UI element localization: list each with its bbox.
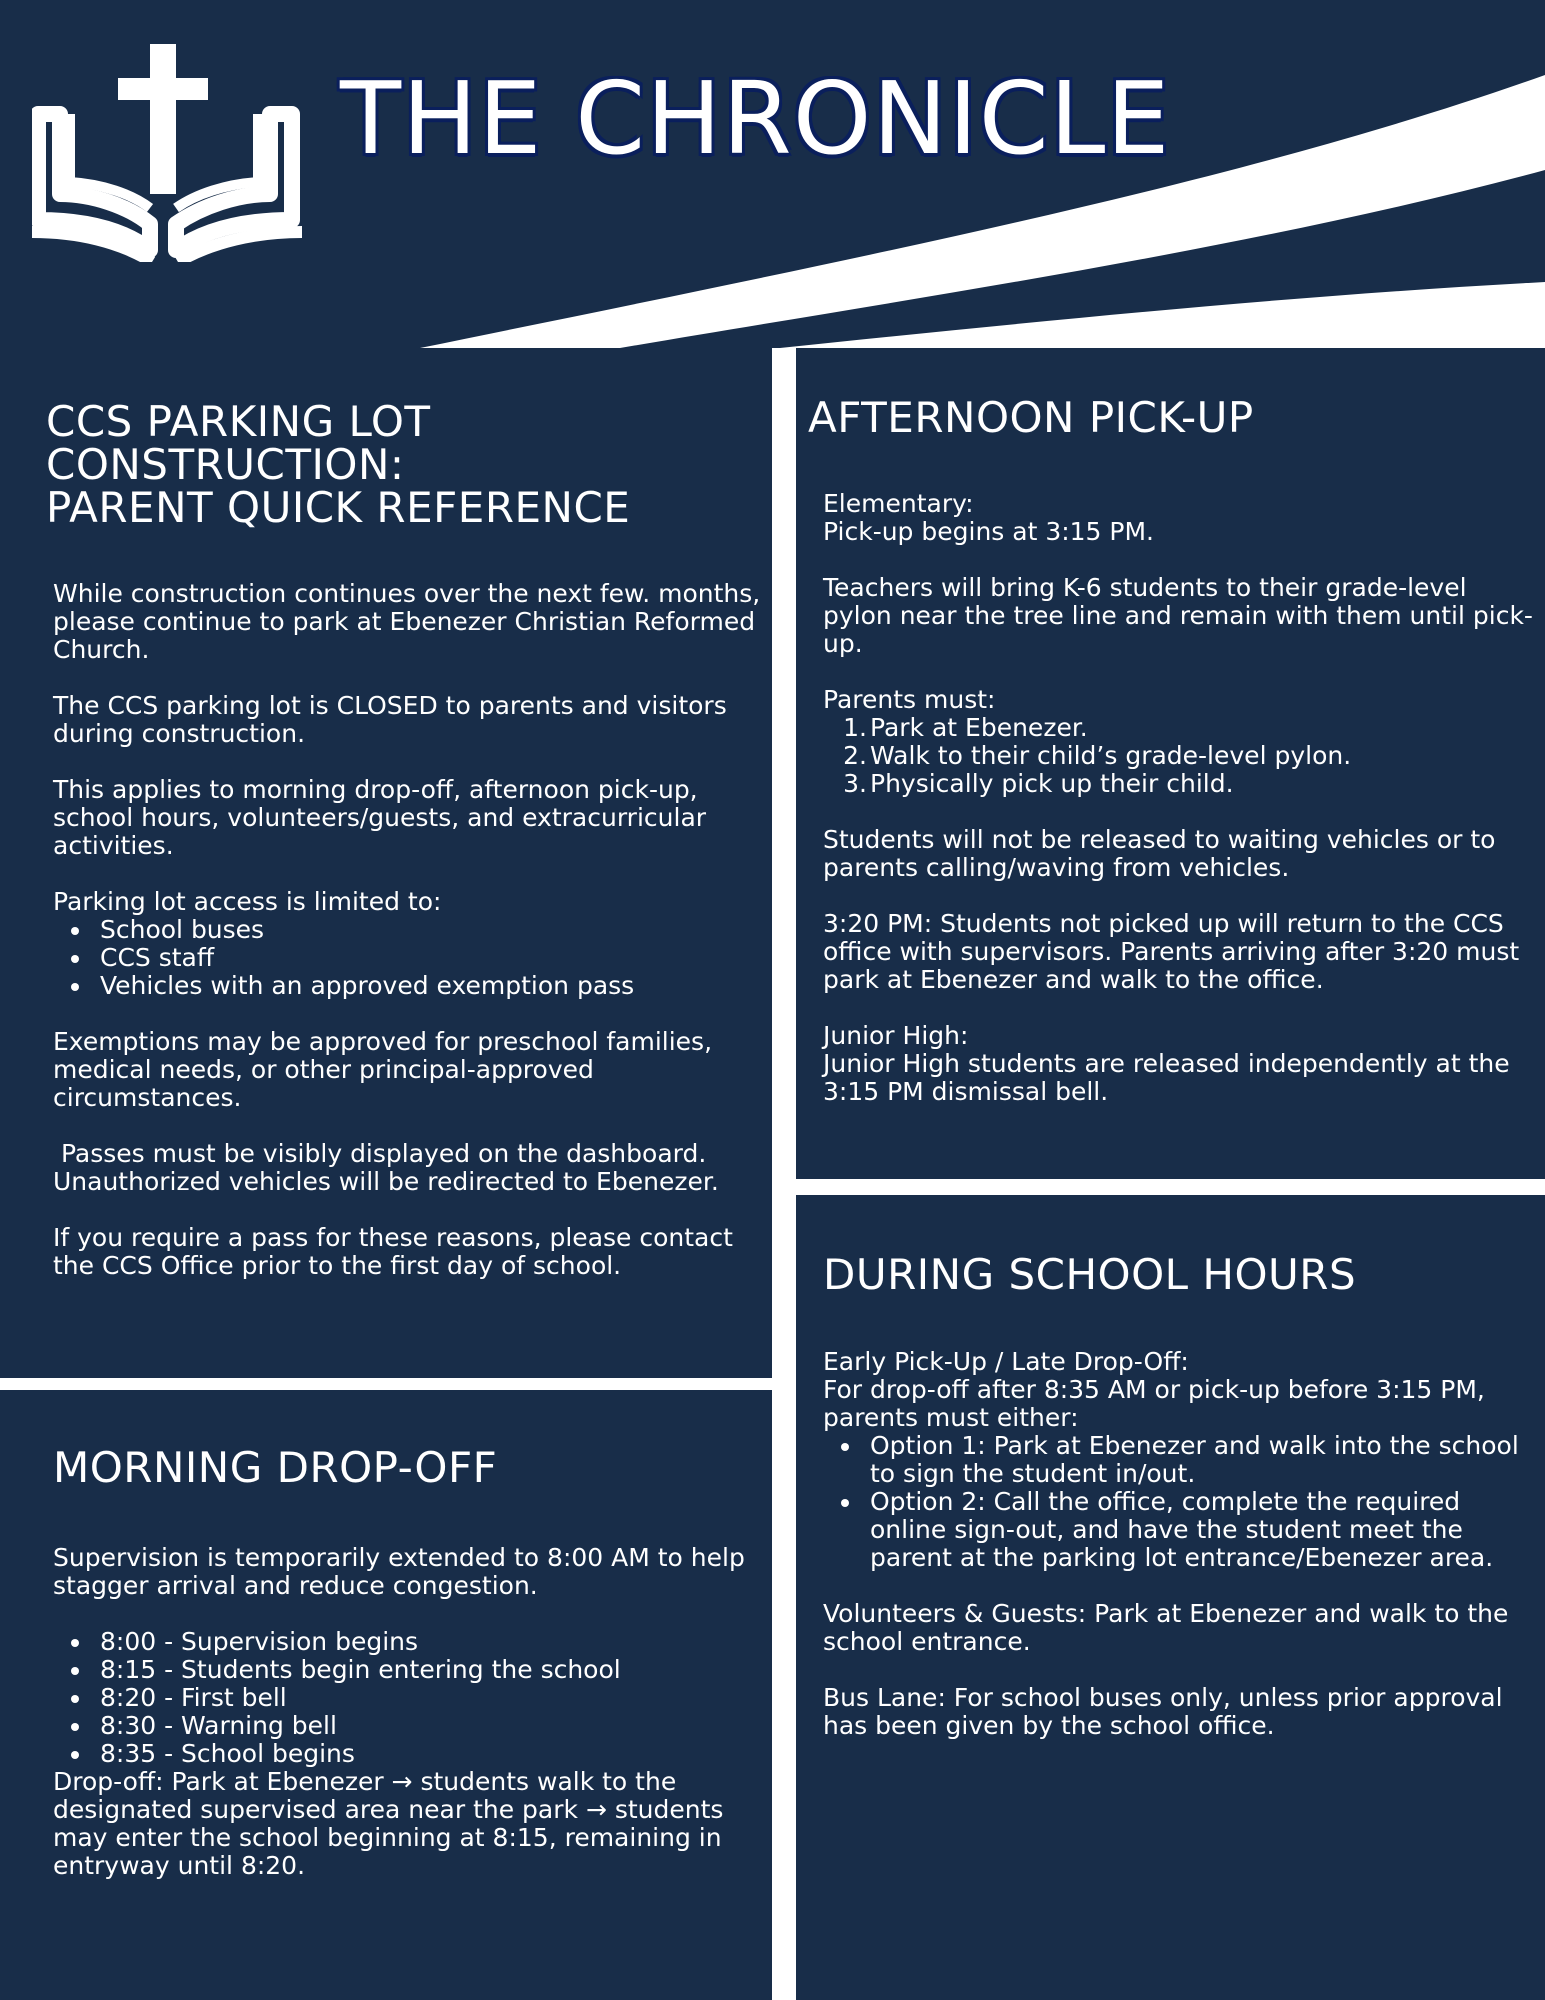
pickup-parents-label: Parents must: (823, 685, 996, 714)
list-item: CCS staff (53, 944, 765, 972)
list-item: School buses (53, 916, 765, 944)
parking-access-list (53, 916, 765, 1000)
pickup-junior-high-label: Junior High: (823, 1021, 969, 1050)
masthead-banner (0, 0, 1545, 348)
morning-body (53, 1544, 765, 1908)
morning-dropoff-panel (0, 1390, 772, 2000)
parking-access-block (53, 888, 765, 1000)
hours-body (823, 1348, 1541, 1768)
parking-title-line-2: CONSTRUCTION: (46, 440, 405, 489)
list-item: 8:20 - First bell (53, 1684, 765, 1712)
morning-schedule-list (53, 1628, 765, 1768)
morning-dropoff-text: Drop-off: Park at Ebenezer → students walk to the designated supervised area near the park → students may enter the school beginning at 8:15, remaining in entryway until 8:20. (53, 1767, 724, 1880)
pickup-parents-block (823, 686, 1541, 798)
step-text: Walk to their child’s grade-level pylon. (870, 741, 1352, 770)
parking-title (46, 397, 631, 532)
hours-volunteers-text: Volunteers & Guests: Park at Ebenezer and walk to the school entrance. (823, 1599, 1509, 1656)
masthead-title: THE CHRONICLE (340, 60, 1171, 177)
school-hours-panel (796, 1195, 1545, 2000)
cross-book-logo-icon (32, 44, 302, 262)
parking-exemptions-text: Exemptions may be approved for preschool families, medical needs, or other principal-approved circumstances. (53, 1027, 713, 1112)
pickup-late-text: 3:20 PM: Students not picked up will return to the CCS office with supervisors. Parents arriving after 3:20 must park at Ebenezer and walk to the office. (823, 909, 1520, 994)
morning-title: MORNING DROP-OFF (53, 1443, 498, 1492)
parking-title-line-3: PARENT QUICK REFERENCE (46, 483, 631, 532)
step-number: 2. (843, 741, 867, 770)
pickup-elementary-label: Elementary: (823, 489, 974, 518)
parking-applies-text: This applies to morning drop-off, afternoon pick-up, school hours, volunteers/guests, and extracurricular activities. (53, 775, 707, 860)
list-item: Option 2: Call the office, complete the required online sign-out, and have the student meet the parent at the parking lot entrance/Ebenezer area. (823, 1488, 1541, 1572)
pickup-elementary-block (823, 490, 1541, 546)
hours-bus-text: Bus Lane: For school buses only, unless prior approval has been given by the school office. (823, 1683, 1503, 1740)
list-item: 8:35 - School begins (53, 1740, 765, 1768)
list-item: 8:00 - Supervision begins (53, 1628, 765, 1656)
hours-early-block (823, 1348, 1541, 1572)
morning-intro-text: Supervision is temporarily extended to 8:00 AM to help stagger arrival and reduce congestion. (53, 1543, 745, 1600)
list-item (823, 770, 1541, 798)
pickup-teachers-text: Teachers will bring K-6 students to their grade-level pylon near the tree line and remain with them until pick-up. (823, 573, 1533, 658)
pickup-parents-steps (823, 714, 1541, 798)
step-number: 1. (843, 713, 867, 742)
list-item: 8:30 - Warning bell (53, 1712, 765, 1740)
parking-intro-text: While construction continues over the next few. months, please continue to park at Ebenezer Christian Reformed Church. (53, 579, 761, 664)
hours-early-label: Early Pick-Up / Late Drop-Off: (823, 1347, 1189, 1376)
parking-contact-text: If you require a pass for these reasons, please contact the CCS Office prior to the first day of school. (53, 1223, 733, 1280)
step-text: Physically pick up their child. (870, 769, 1234, 798)
pickup-title: AFTERNOON PICK-UP (808, 393, 1254, 442)
parking-body (53, 580, 765, 1308)
hours-early-text: For drop-off after 8:35 AM or pick-up before 3:15 PM, parents must either: (823, 1375, 1485, 1432)
hours-title: DURING SCHOOL HOURS (823, 1250, 1357, 1299)
pickup-release-text: Students will not be released to waiting vehicles or to parents calling/waving from vehicles. (823, 825, 1496, 882)
list-item (823, 742, 1541, 770)
afternoon-pickup-panel (796, 348, 1545, 1179)
step-number: 3. (843, 769, 867, 798)
list-item: Option 1: Park at Ebenezer and walk into the school to sign the student in/out. (823, 1432, 1541, 1488)
pickup-elementary-text: Pick-up begins at 3:15 PM. (823, 517, 1155, 546)
list-item: Vehicles with an approved exemption pass (53, 972, 765, 1000)
pickup-junior-high-text: Junior High students are released independently at the 3:15 PM dismissal bell. (823, 1049, 1510, 1106)
pickup-junior-high-block (823, 1022, 1541, 1106)
parking-passes-text: Passes must be visibly displayed on the dashboard. Unauthorized vehicles will be redirected to Ebenezer. (53, 1139, 719, 1196)
hours-options-list (823, 1432, 1541, 1572)
pickup-body (823, 490, 1541, 1106)
parking-closed-text: The CCS parking lot is CLOSED to parents and visitors during construction. (53, 691, 727, 748)
step-text: Park at Ebenezer. (870, 713, 1088, 742)
list-item: 8:15 - Students begin entering the school (53, 1656, 765, 1684)
parking-construction-panel (0, 348, 772, 1378)
list-item (823, 714, 1541, 742)
parking-title-line-1: CCS PARKING LOT (46, 397, 431, 446)
parking-access-intro: Parking lot access is limited to: (53, 887, 442, 916)
